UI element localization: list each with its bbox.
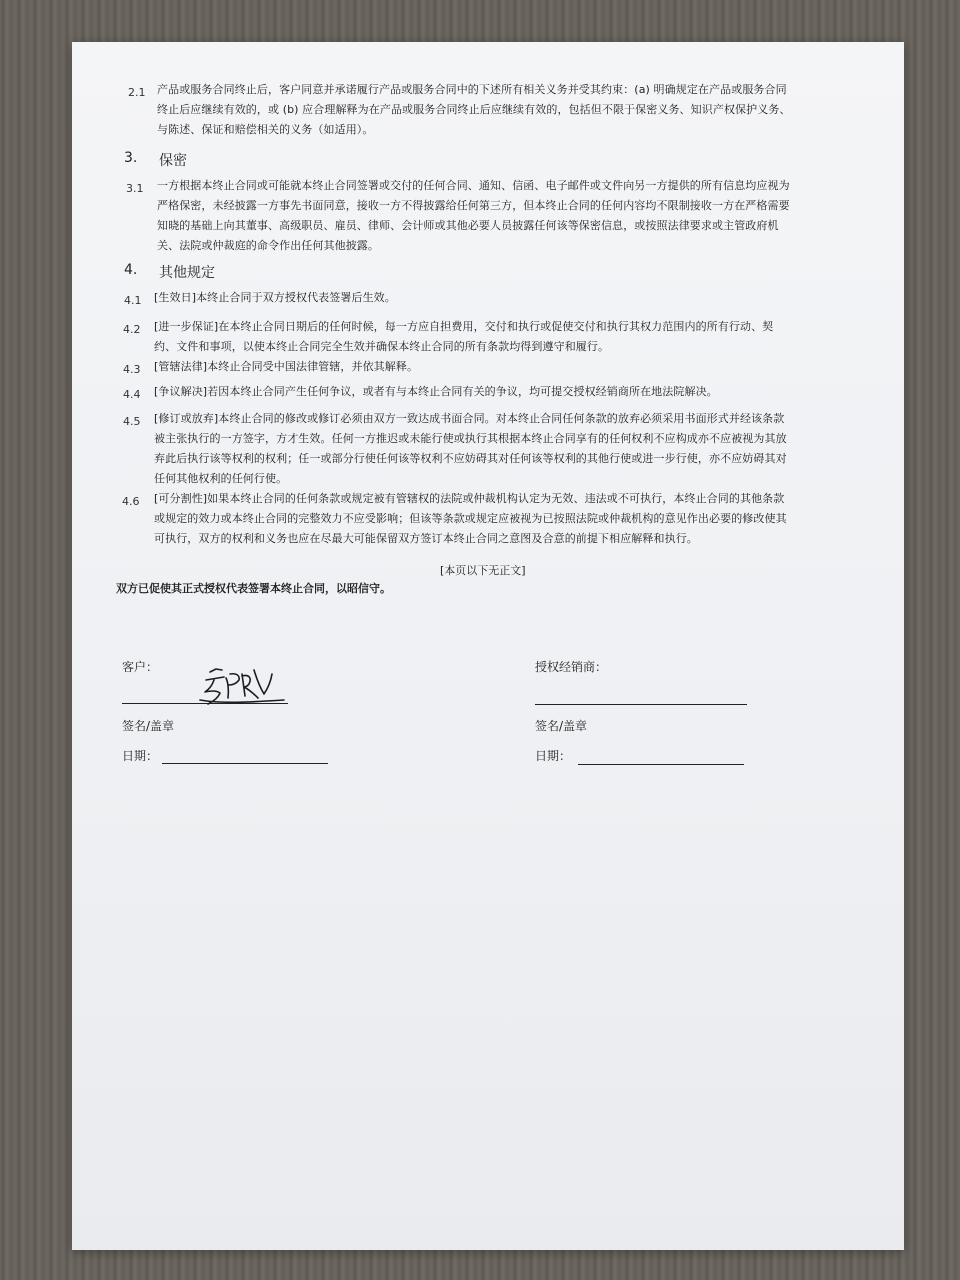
customer-sign-label: 签名/盖章 (122, 719, 175, 733)
section-3-number: 3. (124, 150, 138, 166)
witness-line: 双方已促使其正式授权代表签署本终止合同，以昭信守。 (116, 582, 391, 595)
clause-4-3-number: 4.3 (123, 363, 141, 376)
clause-3-1-line-4: 关、法院或仲裁庭的命令作出任何其他披露。 (157, 239, 379, 252)
contract-page (72, 42, 904, 1250)
clause-4-2-line-2: 约、文件和事项，以使本终止合同完全生效并确保本终止合同的所有条款均得到遵守和履行。 (154, 340, 610, 353)
clause-4-1-line-1: [生效日]本终止合同于双方授权代表签署后生效。 (154, 291, 396, 304)
customer-handwritten-signature (192, 660, 292, 710)
clause-4-6-line-1: [可分割性]如果本终止合同的任何条款或规定被有管辖权的法院或仲裁机构认定为无效、违法或不可执行，本终止合同的其他条款 (154, 492, 785, 505)
clause-4-5-number: 4.5 (123, 415, 141, 428)
dealer-date-label: 日期： (535, 749, 572, 763)
clause-2-1-line-3: 与陈述、保证和赔偿相关的义务（如适用）。 (157, 123, 374, 136)
clause-4-4-number: 4.4 (123, 388, 141, 401)
clause-4-5-line-2: 被主张执行的一方签字，方才生效。任何一方推迟或未能行使或执行其根据本终止合同享有的任何权利不应构成亦不应被视为其放 (154, 432, 787, 445)
dealer-label: 授权经销商： (535, 660, 608, 674)
clause-3-1-number: 3.1 (126, 182, 144, 195)
customer-date-line (162, 763, 328, 764)
clause-4-6-line-2: 或规定的效力或本终止合同的完整效力不应受影响；但该等条款或规定应被视为已按照法院或仲裁机构的意见作出必要的修改使其 (154, 512, 787, 525)
dealer-date-line (578, 764, 744, 765)
clause-4-1-number: 4.1 (124, 294, 142, 307)
clause-3-1-line-2: 严格保密，未经披露一方事先书面同意，接收一方不得披露给任何第三方，但本终止合同的任何内容均不限制接收一方在严格需要 (157, 199, 790, 212)
clause-4-2-line-1: [进一步保证]在本终止合同日期后的任何时候，每一方应自担费用，交付和执行或促使交付和执行其权力范围内的所有行动、契 (154, 320, 774, 333)
clause-4-6-line-3: 可执行，双方的权利和义务也应在尽最大可能保留双方签订本终止合同之意图及合意的前提下相应解释和执行。 (154, 532, 698, 545)
dealer-signature-line (535, 704, 747, 705)
customer-date-label: 日期： (122, 749, 159, 763)
section-4-number: 4. (124, 262, 138, 278)
clause-4-6-number: 4.6 (122, 495, 140, 508)
clause-3-1-line-3: 知晓的基础上向其董事、高级职员、雇员、律师、会计师或其他必要人员披露任何该等保密信息，或按照法律要求或主管政府机 (157, 219, 779, 232)
clause-3-1-line-1: 一方根据本终止合同或可能就本终止合同签署或交付的任何合同、通知、信函、电子邮件或文件向另一方提供的所有信息均应视为 (157, 179, 790, 192)
clause-4-3-line-1: [管辖法律]本终止合同受中国法律管辖，并依其解释。 (154, 360, 419, 373)
dealer-sign-label: 签名/盖章 (535, 719, 588, 733)
clause-4-5-line-1: [修订或放弃]本终止合同的修改或修订必须由双方一致达成书面合同。对本终止合同任何条款的放弃必须采用书面形式并经该条款 (154, 412, 785, 425)
section-4-title: 其他规定 (159, 265, 215, 281)
clause-4-5-line-3: 弃此后执行该等权利的权利；任一或部分行使任何该等权利不应妨碍其对任何该等权利的其他行使或进一步行使，亦不应妨碍其对 (154, 452, 787, 465)
clause-2-1-line-2: 终止后应继续有效的，或 (b) 应合理解释为在产品或服务合同终止后应继续有效的，包括但不限于保密义务、知识产权保护义务、 (157, 103, 791, 116)
clause-4-5-line-4: 任何其他权利的任何行使。 (154, 472, 288, 485)
clause-4-2-number: 4.2 (123, 323, 141, 336)
no-text-note: [本页以下无正文] (440, 564, 526, 577)
clause-4-4-line-1: [争议解决]若因本终止合同产生任何争议，或者有与本终止合同有关的争议，均可提交授权经销商所在地法院解决。 (154, 385, 718, 398)
clause-2-1-line-1: 产品或服务合同终止后，客户同意并承诺履行产品或服务合同中的下述所有相关义务并受其约束：(a) 明确规定在产品或服务合同 (157, 83, 787, 96)
clause-2-1-number: 2.1 (128, 86, 146, 99)
customer-label: 客户： (122, 660, 159, 674)
section-3-title: 保密 (159, 153, 187, 169)
